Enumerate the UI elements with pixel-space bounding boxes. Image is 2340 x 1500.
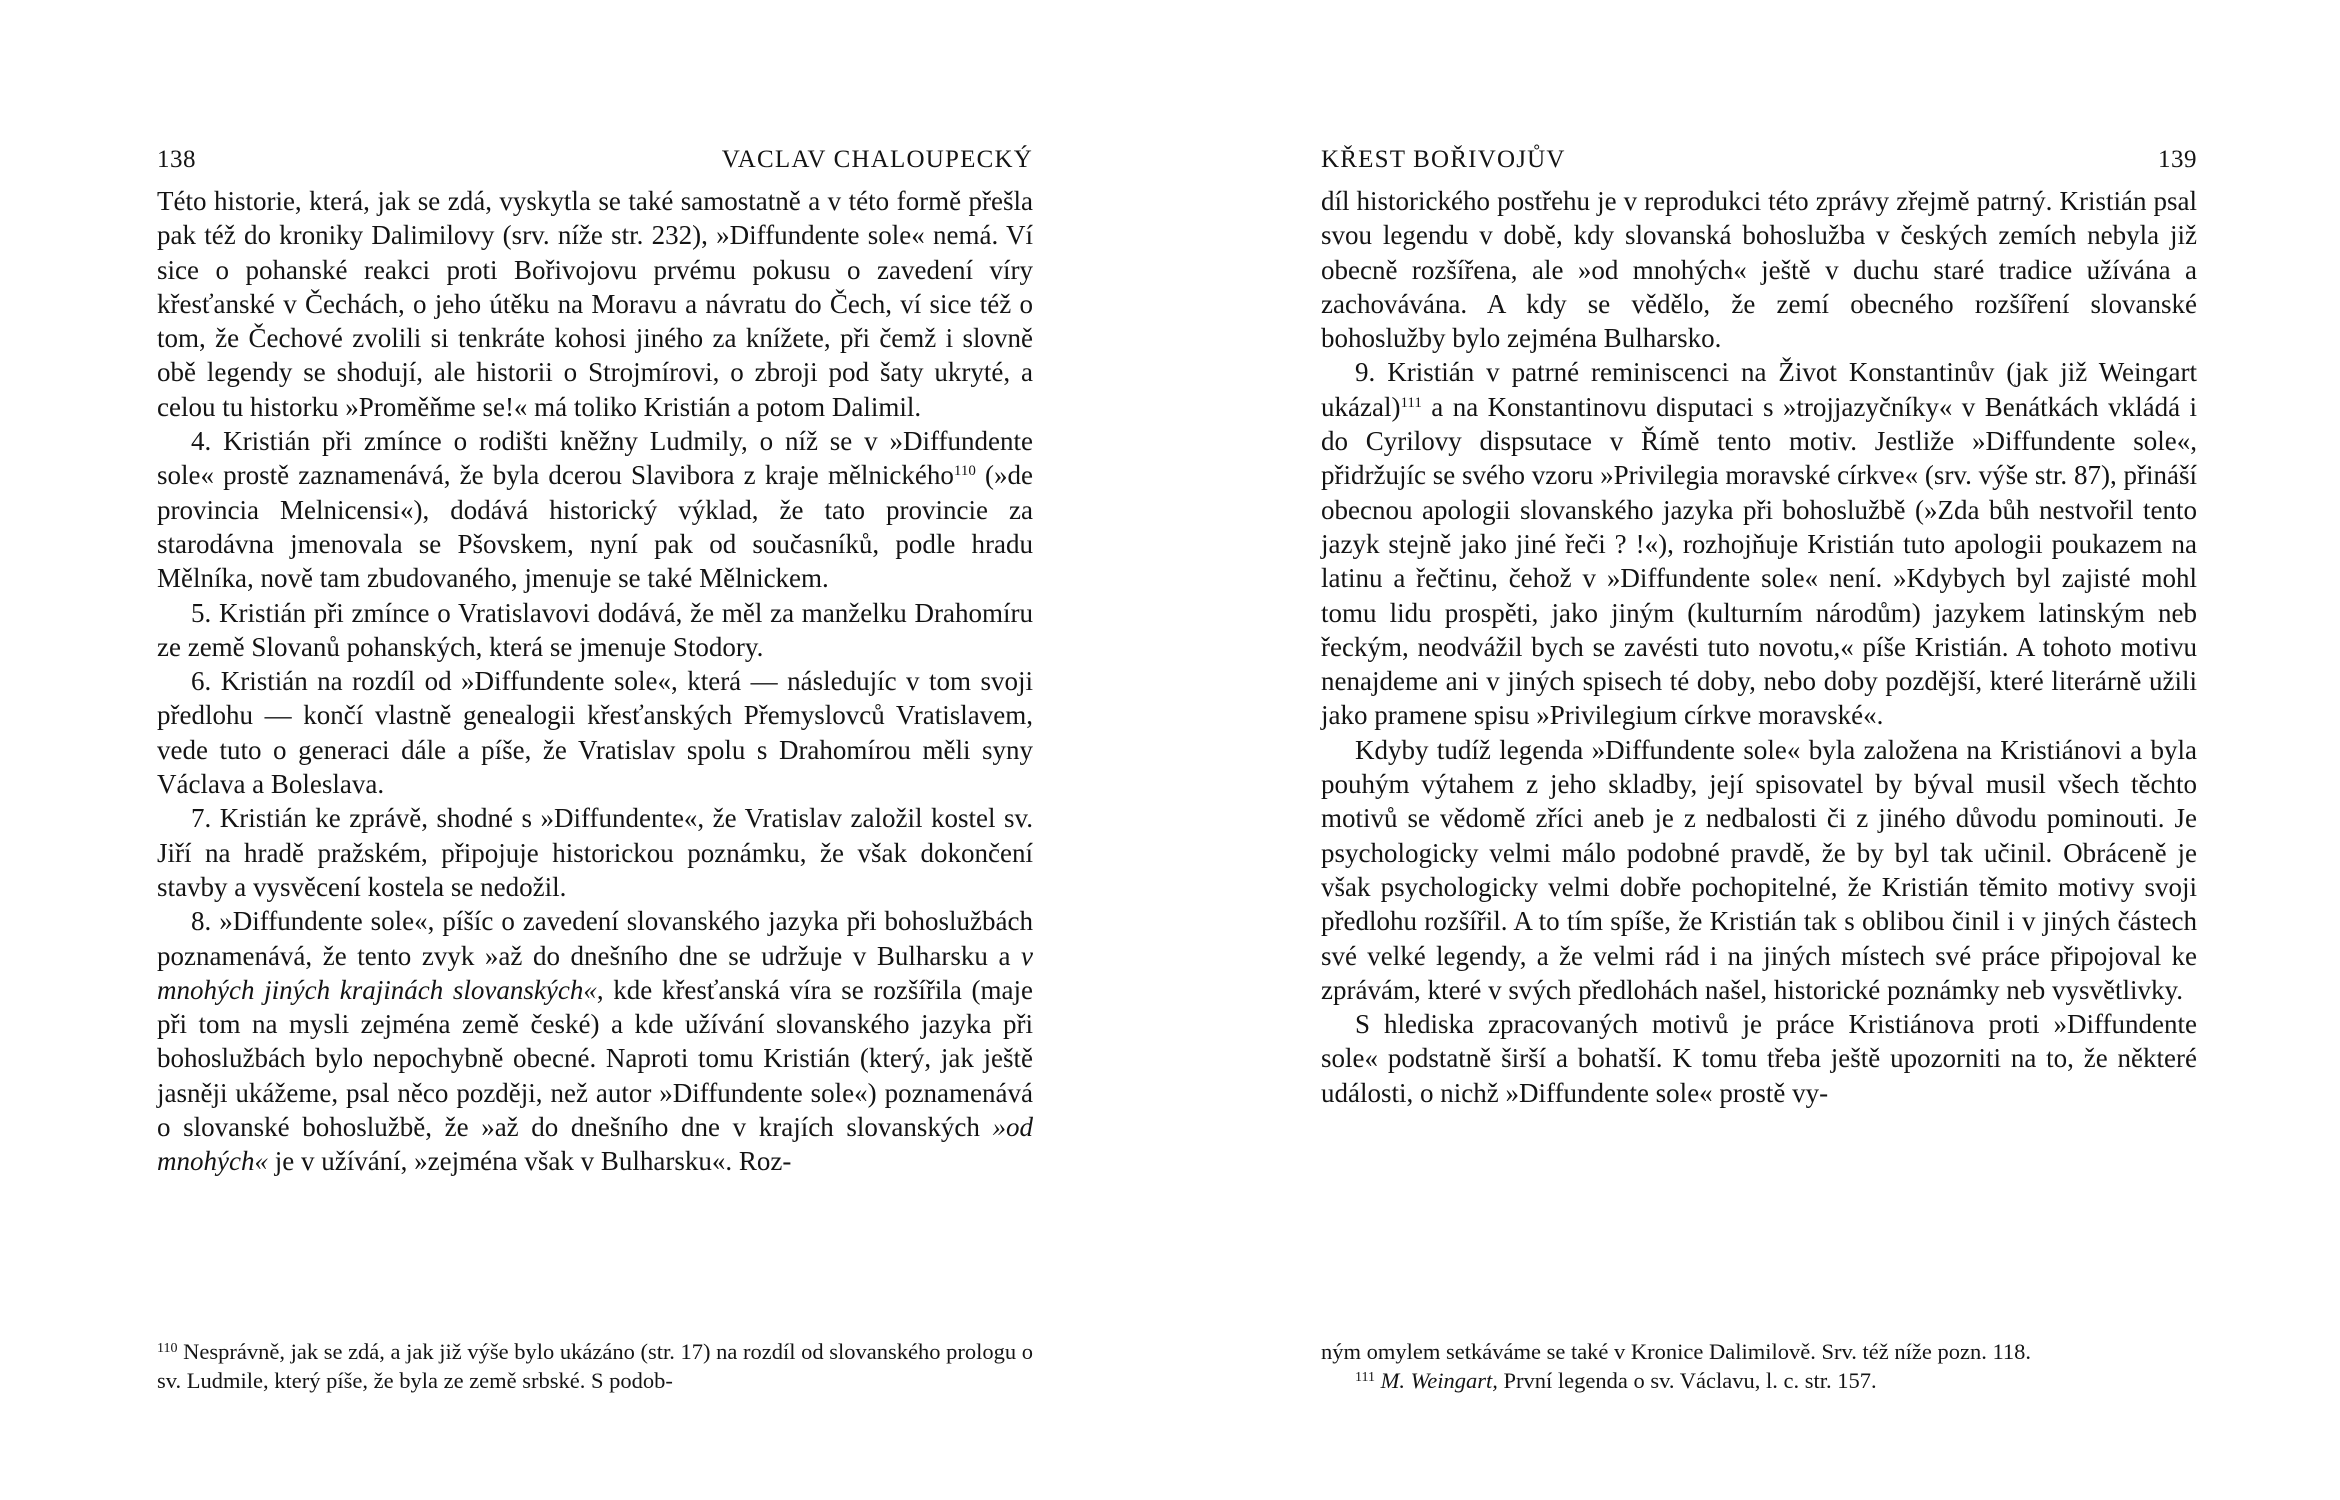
text-segment: je v užívání, »zejména však v Bulharsku«. Roz-: [267, 1146, 792, 1177]
footnotes: [157, 1337, 1033, 1395]
paragraph: [1321, 1007, 2197, 1110]
footnote-marker: 111: [1355, 1370, 1375, 1385]
text-segment: ným omylem setkáváme se také v Kronice Dalimilově. Srv. též níže pozn. 118.: [1321, 1339, 2032, 1364]
page-number: 139: [2158, 146, 2197, 173]
text-segment: 4. Kristián při zmínce o rodišti kněžny Ludmily, o níž se v »Diffundente sole« prostě zaznamenává, že byla dcerou Slavibora z kraje mělnického: [157, 426, 1033, 491]
page-number: 138: [157, 146, 196, 173]
text-segment: 7. Kristián ke zprávě, shodné s »Diffundente«, že Vratislav založil kostel sv. Jiří na hradě pražském, připojuje historickou poznámku, že však dokončení stavby a vysvěcení kostela se nedožil.: [157, 803, 1033, 902]
text-segment: První legenda o sv. Václavu, l. c. str. 157.: [1497, 1368, 1877, 1393]
footnote-marker: 110: [953, 463, 976, 480]
paragraph: [157, 801, 1033, 904]
text-segment: a na Konstantinovu disputaci s »trojjazyčníky« v Benátkách vkládá i do Cyrilovy dispsutace v Římě tento motiv. Jestliže »Diffundente sole«, přidržujíc se svého vzoru »Privilegia moravské církve« (srv. výše str. 87), přináší obecnou apologii slovanského jazyka při bohoslužbě (»Zda bůh nestvořil tento jazyk stejně jako jiné řeči ? !«), rozhojňuje Kristián tuto apologii poukazem na latinu a řečtinu, čehož v »Diffundente sole« není. »Kdybych byl zajisté mohl tomu lidu prospěti, jako jiným (kulturním národům) jazykem latinským neb řeckým, neodvážil bych se zavésti tuto novotu,« píše Kristián. A tohoto motivu nenajdeme ani v jiných spisech té doby, nebo doby pozdější, které literárně užili jako pramene spisu »Privilegium církve moravské«.: [1321, 391, 2197, 731]
running-head-title: KŘEST BOŘIVOJŮV: [1321, 146, 1566, 173]
paragraph: [157, 596, 1033, 665]
body-text: [1321, 184, 2197, 1110]
body-text: [157, 184, 1033, 1179]
running-head-title: VACLAV CHALOUPECKÝ: [721, 146, 1033, 173]
left-page: [157, 140, 1034, 1393]
text-segment: S hlediska zpracovaných motivů je práce Kristiánova proti »Diffundente sole« podstatně širší a bohatší. K tomu třeba ještě upozorniti na to, že některé události, o nichž »Diffundente sole« prostě vy-: [1321, 1009, 2197, 1108]
footnote-marker: 110: [157, 1341, 178, 1356]
text-segment: díl historického postřehu je v reprodukci této zprávy zřejmě patrný. Kristián psal svou legendu v době, kdy slovanská bohoslužba v českých zemích nebyla již obecně rozšířena, ale »od mnohých« ještě v duchu staré tradice užívána a zachovávána. A kdy se vědělo, že zemí obecného rozšíření slovanské bohoslužby bylo zejména Bulharsko.: [1321, 186, 2197, 354]
text-segment: 6. Kristián na rozdíl od »Diffundente sole«, která — následujíc v tom svoji předlohu — končí vlastně genealogii křesťanských Přemyslovců Vratislavem, vede tuto o generaci dále a píše, že Vratislav spolu s Drahomírou měli syny Václava a Boleslava.: [157, 666, 1033, 800]
text-segment: Nesprávně, jak se zdá, a jak již výše bylo ukázáno (str. 17) na rozdíl od slovanského prologu o sv. Ludmile, který píše, že byla ze země srbské. S podob-: [157, 1339, 1033, 1393]
paragraph: [157, 904, 1033, 1178]
footnote: [1321, 1337, 2197, 1366]
paragraph: [1321, 733, 2197, 1007]
paragraph: [157, 424, 1033, 595]
italic-text: v mnohých jiných krajinách slovanských«: [157, 940, 1033, 1005]
text-segment: 5. Kristián při zmínce o Vratislavovi dodává, že měl za manželku Drahomíru ze země Slovanů pohanských, která se jmenuje Stodory.: [157, 597, 1033, 662]
text-segment: , kde křesťanská víra se rozšířila (maje při tom na mysli zejména země české) a kde užívání slovanského jazyka při bohoslužbách bylo nepochybně obecné. Naproti tomu Kristián (který, jak ještě jasněji ukážeme, psal něco později, než autor »Diffundente sole«) poznamenává o slovanské bohoslužbě, že »až do dnešního dne v krajích slovanských: [157, 974, 1033, 1143]
footnotes: [1321, 1337, 2197, 1395]
italic-text: M. Weingart,: [1380, 1368, 1498, 1393]
text-segment: Této historie, která, jak se zdá, vyskytla se také samostatně a v této formě přešla pak též do kroniky Dalimilovy (srv. níže str. 232), »Diffundente sole« nemá. Ví sice o pohanské reakci proti Bořivojovu prvému pokusu o zavedení víry křesťanské v Čechách, o jeho útěku na Moravu a návratu do Čech, ví sice též o tom, že Čechové zvolili si tenkráte kohosi jiného za knížete, při čemž i slovně obě legendy se shodují, ale historii o Strojmírovi, o zbroji pod šaty ukryté, a celou tu historku »Proměňme se!« má toliko Kristián a potom Dalimil.: [157, 186, 1033, 422]
text-segment: (»de provincia Melnicensi«), dodává historický výklad, že tato provincie za starodávna jmenovala se Pšovskem, nyní pak od současníků, podle hradu Mělníka, nově tam zbudovaného, jmenuje se také Mělnickem.: [157, 460, 1034, 594]
running-head: [157, 140, 1033, 180]
paragraph: [157, 664, 1033, 801]
paragraph: [1321, 355, 2197, 732]
paragraph: [157, 184, 1033, 424]
footnote: [1321, 1366, 2197, 1395]
running-head: [1321, 140, 2197, 180]
text-segment: 9. Kristián v patrné reminiscenci na Život Konstantinův (jak již Weingart ukázal): [1321, 357, 2197, 422]
text-segment: 8. »Diffundente sole«, píšíc o zavedení slovanského jazyka při bohoslužbách poznamenává, že tento zvyk »až do dnešního dne se udržuje v Bulharsku a: [157, 906, 1033, 971]
paragraph: [1321, 184, 2197, 355]
text-segment: Kdyby tudíž legenda »Diffundente sole« byla založena na Kristiánovi a byla pouhým výtahem z jeho skladby, její spisovatel by býval musil všech těchto motivů se vědomě zříci aneb je z nedbalosti či z jiného důvodu pominouti. Je psychologicky velmi málo podobné pravdě, že by byl tak učinil. Obráceně je však psychologicky velmi dobře pochopitelné, že Kristián těmito motivy svoji předlohu rozšířil. A to tím spíše, že Kristián tak s oblibou činil i v jiných částech své velké legendy, a že velmi rád i na jiných místech své práce připojoval ke zprávám, které v svých předlohách našel, historické poznámky neb vysvětlivky.: [1321, 734, 2197, 1005]
italic-text: »od mnohých«: [157, 1112, 1033, 1177]
right-page: [1321, 140, 2197, 1393]
footnote: [157, 1337, 1033, 1395]
footnote-marker: 111: [1400, 394, 1422, 411]
